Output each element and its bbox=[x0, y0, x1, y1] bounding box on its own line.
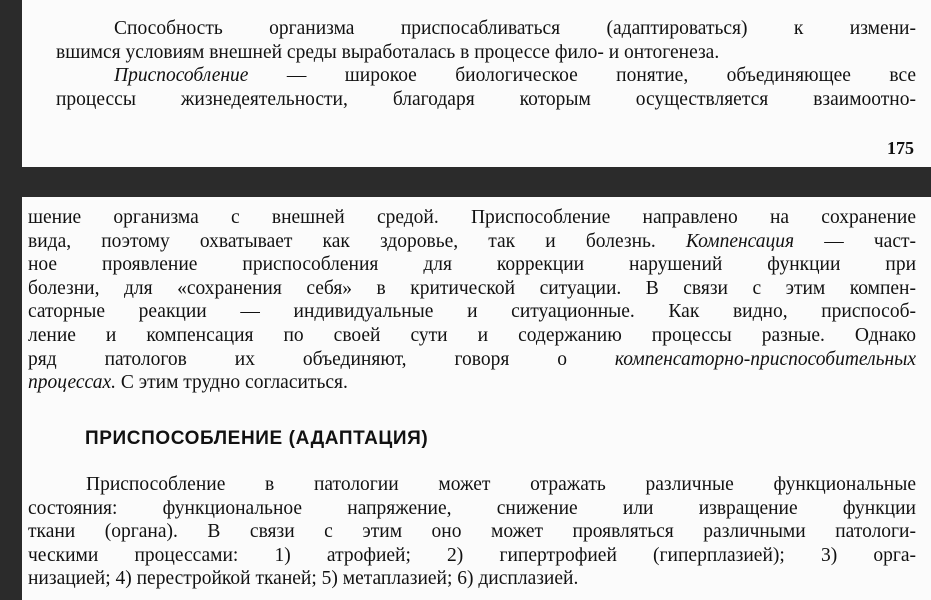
italic-term: процессах. bbox=[28, 372, 116, 394]
text-fragment: — широкое биологическое понятие, объединяющее все bbox=[248, 65, 916, 87]
text-line bbox=[28, 348, 916, 372]
text-line: болезни, для «сохранения себя» в критической ситуации. В связи с этим компен- bbox=[28, 277, 916, 299]
text-fragment: вида, поэтому охватывает как здоровье, так и болезнь. bbox=[28, 230, 686, 252]
text-line: Способность организма приспосабливаться (адаптироваться) к измени- bbox=[114, 18, 916, 39]
section-paragraph bbox=[28, 473, 916, 591]
text-line: низацией; 4) перестройкой тканей; 5) метаплазией; 6) дисплазией. bbox=[28, 568, 579, 590]
text-line bbox=[56, 64, 916, 88]
text-line: Приспособление в патологии может отражать различные функциональные bbox=[86, 474, 916, 495]
page-number: 175 bbox=[887, 138, 914, 158]
text-line: ческими процессами: 1) атрофией; 2) гипертрофией (гиперплазией); 3) орга- bbox=[28, 544, 916, 566]
text-line: ное проявление приспособления для коррекции нарушений функции при bbox=[28, 254, 916, 276]
section-heading: ПРИСПОСОБЛЕНИЕ (АДАПТАЦИЯ) bbox=[85, 428, 429, 449]
text-fragment: — част- bbox=[794, 230, 916, 252]
text-line: шение организма с внешней средой. Приспособление направлено на сохранение bbox=[28, 207, 916, 228]
text-line: вшимся условиям внешней среды выработалась в процессе фило- и онтогенеза. bbox=[56, 41, 720, 63]
italic-term: компенсаторно-приспособительных bbox=[614, 348, 916, 370]
continued-paragraph bbox=[28, 206, 916, 395]
text-fragment: ряд патологов их объединяют, говоря о bbox=[28, 348, 615, 370]
text-fragment: С этим трудно согласиться. bbox=[115, 372, 348, 394]
text-line: ление и компенсация по своей сути и содержанию процессы разные. Однако bbox=[28, 324, 916, 346]
book-page-bottom bbox=[22, 197, 931, 600]
italic-term: Компенсация bbox=[685, 230, 795, 252]
text-line bbox=[28, 371, 916, 395]
text-line: процессы жизнедеятельности, благодаря которым осуществляется взаимоотно- bbox=[56, 88, 916, 110]
text-line: состояния: функциональное напряжение, снижение или извращение функции bbox=[28, 497, 916, 519]
text-line bbox=[28, 230, 916, 254]
text-line: ткани (органа). В связи с этим оно может проявляться различными патологи- bbox=[28, 521, 916, 543]
italic-term: Приспособление bbox=[114, 65, 249, 87]
top-paragraph bbox=[56, 17, 916, 111]
book-page-top bbox=[22, 0, 931, 167]
text-line: саторные реакции — индивидуальные и ситуационные. Как видно, приспособ- bbox=[28, 301, 916, 323]
